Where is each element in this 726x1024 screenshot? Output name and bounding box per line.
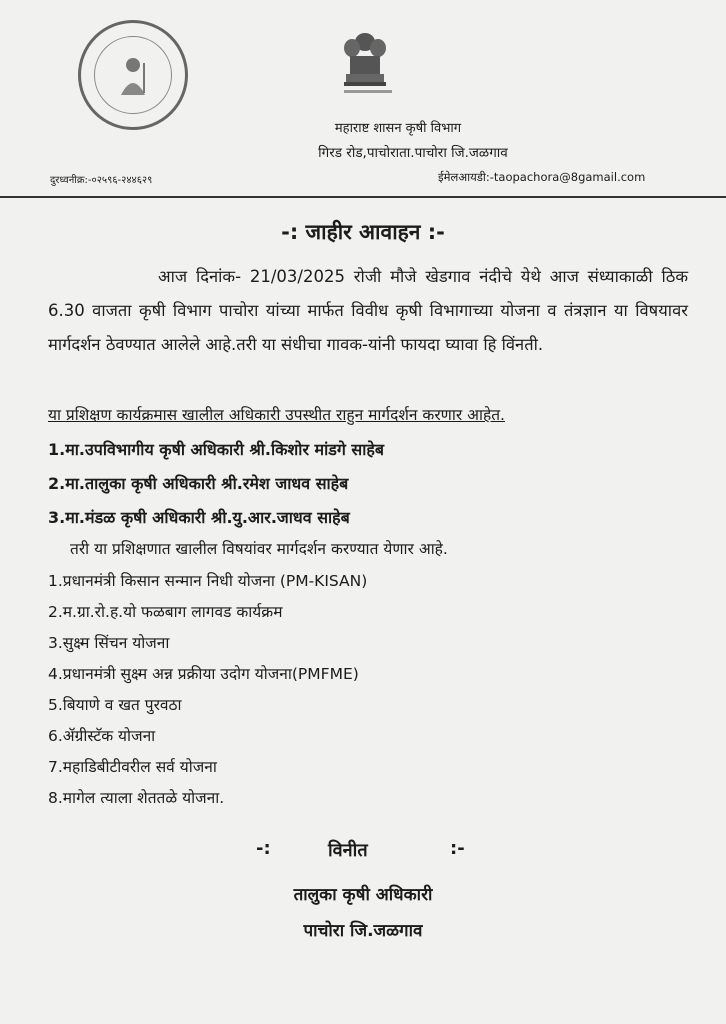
topic-item: 7.महाडिबीटीवरील सर्व योजना <box>48 758 217 776</box>
closing-right-mark: :- <box>450 838 465 859</box>
topic-item: 4.प्रधानमंत्री सुक्ष्म अन्न प्रक्रीया उदोग योजना(PMFME) <box>48 665 359 683</box>
officer-item: 2.मा.तालुका कृषी अधिकारी श्री.रमेश जाधव साहेब <box>48 474 349 493</box>
officer-item: 1.मा.उपविभागीय कृषी अधिकारी श्री.किशोर मांडगे साहेब <box>48 440 385 459</box>
notice-title: -: जाहीर आवाहन :- <box>281 220 445 244</box>
notice-paragraph-text: आज दिनांक- 21/03/2025 रोजी मौजे खेडगाव नंदीचे येथे आज संध्याकाळी ठिक 6.30 वाजता कृषी विभाग पाचोरा यांच्या मार्फत विवीध कृषी विभागाच्या योजना व तंत्रज्ञान या विषयावर मार्गदर्शन ठेवण्यात आलेले आहे.तरी या संधीचा गावक-यांनी फायदा घ्यावा हि विंनती. <box>48 267 688 354</box>
topic-item: 6.ॲग्रीस्टॅक योजना <box>48 727 156 745</box>
topics-list <box>48 570 367 818</box>
emblem-motto-line <box>340 90 396 93</box>
officer-item: 3.मा.मंडळ कृषी अधिकारी श्री.यु.आर.जाधव साहेब <box>48 508 350 527</box>
email-address: ईमेलआयडी:-taopachora@8gamail.com <box>438 170 646 184</box>
topics-intro: तरी या प्रशिक्षणात खालील विषयांवर मार्गदर्शन करण्यात येणार आहे. <box>70 540 448 558</box>
closing-vinit: विनीत <box>328 840 368 861</box>
state-emblem-icon <box>336 28 394 90</box>
closing-left-mark: -: <box>256 838 271 859</box>
header-divider <box>0 196 726 198</box>
topic-item: 5.बियाणे व खत पुरवठा <box>48 696 182 714</box>
department-seal-icon <box>78 20 188 130</box>
topic-item: 3.सुक्ष्म सिंचन योजना <box>48 634 170 652</box>
signatory-place: पाचोरा जि.जळगाव <box>303 921 423 941</box>
phone-number: दुरध्वनीक्र:-०२५९६-२४४६२९ <box>50 175 153 186</box>
department-name: महाराष्ट शासन कृषी विभाग <box>334 121 462 136</box>
topic-item: 2.म.ग्रा.रो.ह.यो फळबाग लागवड कार्यक्रम <box>48 603 283 621</box>
notice-paragraph <box>48 260 688 362</box>
office-address: गिरड रोड,पाचोराता.पाचोरा जि.जळगाव <box>318 145 508 161</box>
signatory-designation: तालुका कृषी अधिकारी <box>293 885 433 905</box>
topic-item: 1.प्रधानमंत्री किसान सन्मान निधी योजना (PM-KISAN) <box>48 572 368 590</box>
topic-item: 8.मागेल त्याला शेततळे योजना. <box>48 789 225 807</box>
officers-intro: या प्रशिक्षण कार्यक्रमास खालील अधिकारी उपस्थीत राहुन मार्गदर्शन करणार आहेत. <box>48 406 505 424</box>
